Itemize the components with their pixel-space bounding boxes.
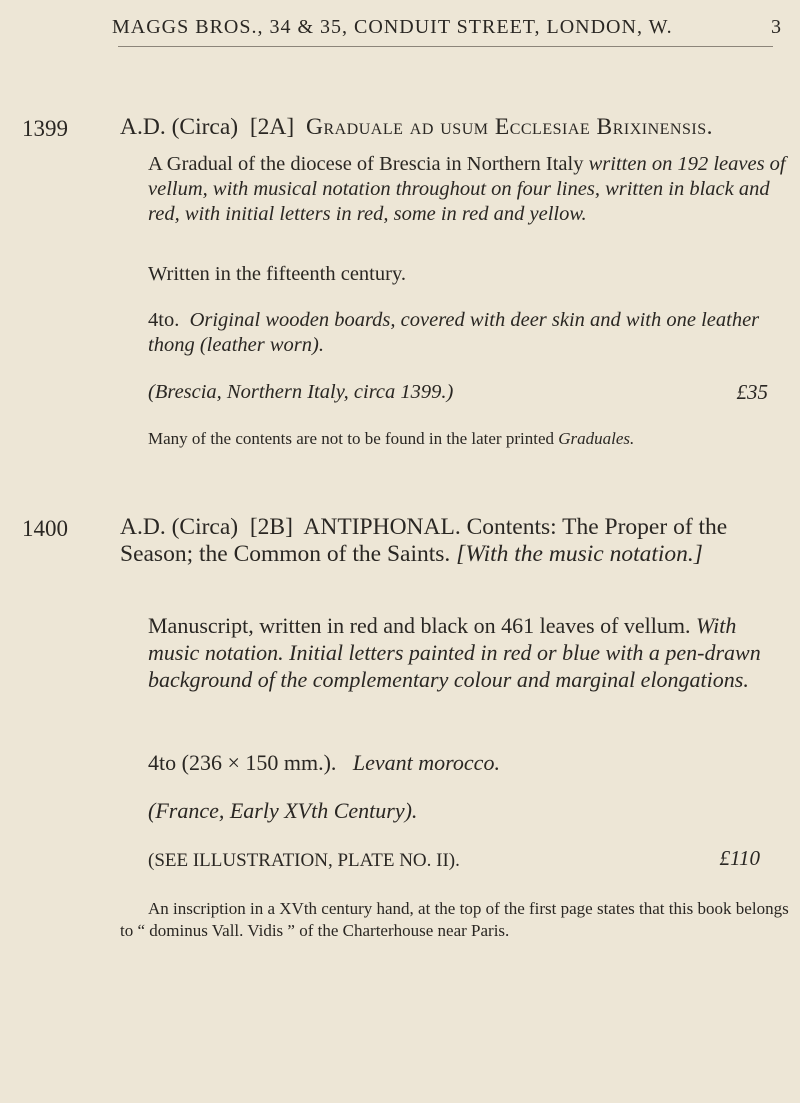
origin-note: (France, Early XVth Century). <box>148 798 418 823</box>
contents-note-italic: Graduales. <box>558 429 635 448</box>
running-head <box>112 16 800 39</box>
description-intro: A Gradual of the diocese of Brescia in Northern Italy <box>148 153 584 175</box>
running-title: MAGGS BROS., 34 & 35, CONDUIT STREET, LONDON, W. <box>112 16 673 38</box>
contents-note <box>148 428 800 450</box>
manuscript-description <box>148 612 788 693</box>
contents-note-text: Many of the contents are not to be found in the later printed <box>148 429 554 448</box>
entry-number: 1400 <box>22 516 68 541</box>
price: £35 <box>736 380 768 404</box>
music-note: [With the music notation.] <box>456 541 703 567</box>
header-rule <box>118 46 773 47</box>
contents-list: Contents: The Proper of the Season; the Common of the Saints. <box>120 514 728 567</box>
size: 4to (236 × 150 mm.). <box>148 750 337 775</box>
description-detail: written on 192 leaves of vellum, with musical notation throughout on four lines, written in black and red, with initial letters in red, some in red and yellow. <box>148 153 786 225</box>
heading-date: A.D. (Circa) <box>120 114 239 140</box>
heading-title: Graduale ad usum Ecclesiae Brixinensis. <box>305 114 713 140</box>
origin-note: (Brescia, Northern Italy, circa 1399.) <box>148 381 454 403</box>
entry-heading <box>120 114 780 141</box>
manuscript-text: Manuscript, written in red and black on 461 leaves of vellum. <box>148 613 691 638</box>
century-note: Written in the fifteenth century. <box>148 263 406 285</box>
plate-ref: [2A] <box>249 114 295 140</box>
illustration-ref: (SEE ILLUSTRATION, PLATE NO. II). <box>148 850 460 871</box>
entry-heading <box>120 514 790 568</box>
entry-number: 1399 <box>22 116 68 141</box>
heading-date: A.D. (Circa) <box>120 514 239 540</box>
entry-description <box>148 152 788 227</box>
inscription-note: An inscription in a XVth century hand, at the top of the first page states that this book belongs to “ dominus Vall. Vidis ” of the Charterhouse near Paris. <box>120 899 789 940</box>
size-binding <box>148 750 800 775</box>
manuscript-detail: With music notation. Initial letters painted in red or blue with a pen-drawn background of the complementary colour and marginal elongations. <box>148 613 761 692</box>
plate-ref: [2B] <box>249 514 293 540</box>
price: £110 <box>719 846 760 870</box>
binding-description: Original wooden boards, covered with deer skin and with one leather thong (leather worn). <box>148 309 760 356</box>
binding-size: 4to. <box>148 309 180 331</box>
heading-title: ANTIPHONAL. <box>303 514 461 540</box>
page-number: 3 <box>771 16 782 38</box>
binding-note <box>148 308 788 358</box>
binding: Levant morocco. <box>352 750 500 775</box>
